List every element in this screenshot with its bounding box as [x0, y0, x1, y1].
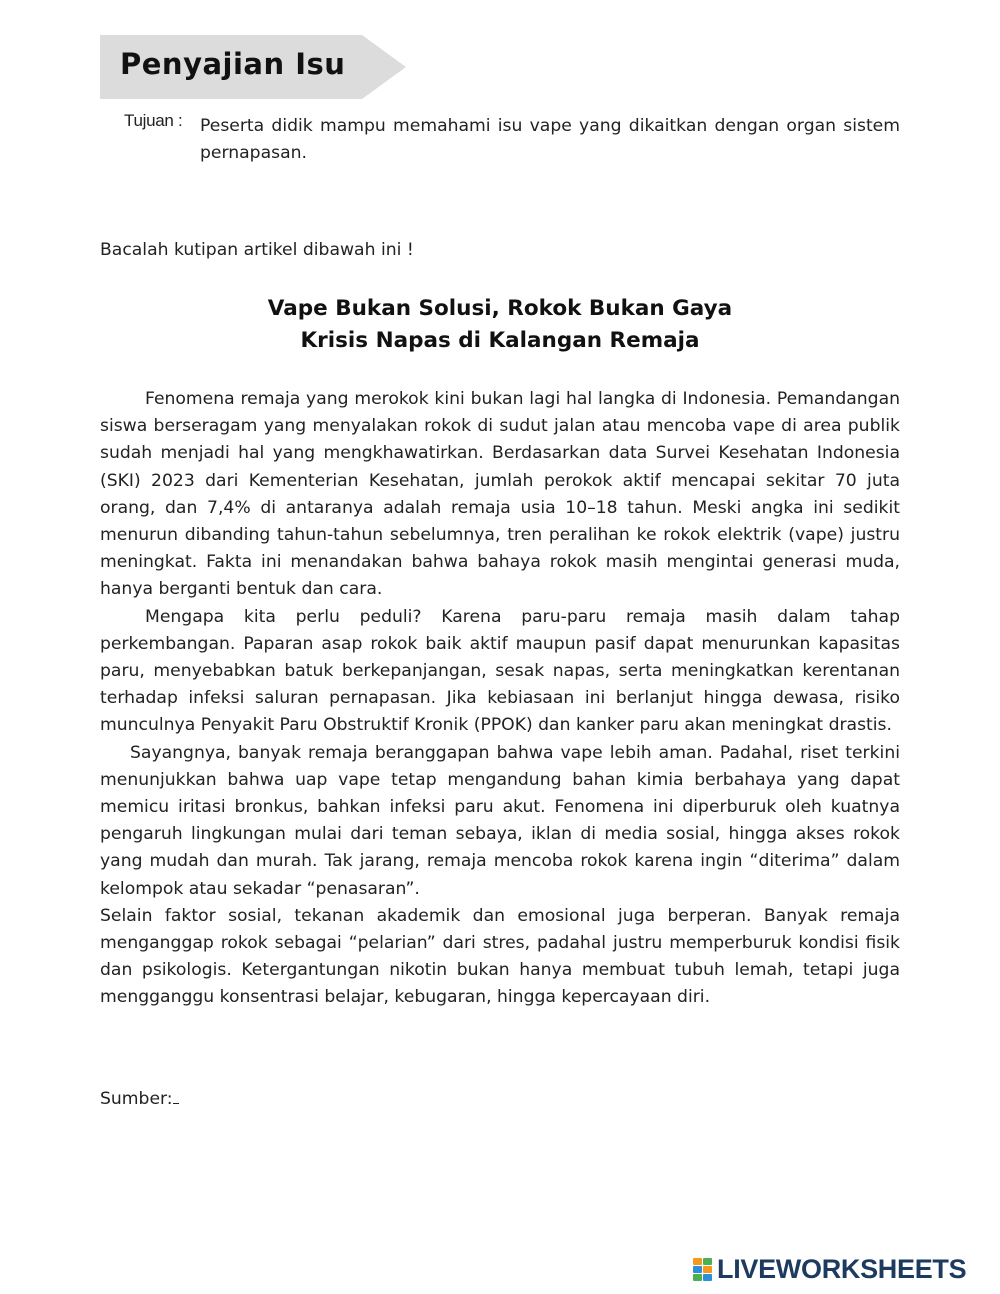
- article-title-line-1: Vape Bukan Solusi, Rokok Bukan Gaya: [267, 296, 733, 321]
- brand-name: LIVEWORKSHEETS: [717, 1254, 967, 1284]
- section-title: Penyajian Isu: [120, 47, 346, 81]
- source-label: Sumber:: [100, 1089, 173, 1109]
- article-paragraph: Sayangnya, banyak remaja beranggapan bahwa vape lebih aman. Padahal, riset terkini menunjukkan bahwa uap vape tetap mengandung bahan kimia berbahaya yang dapat memicu iritasi bronkus, bahkan infeksi paru akut. Fenomena ini diperburuk oleh kuatnya pengaruh lingkungan mulai dari teman sebaya, iklan di media sosial, hingga akses rokok yang mudah dan murah. Tak jarang, remaja mencoba rokok karena ingin “diterima” dalam kelompok atau sekadar “penasaran”.: [100, 742, 900, 899]
- article-body: [100, 386, 900, 1012]
- reading-instruction: Bacalah kutipan artikel dibawah ini !: [100, 240, 414, 260]
- liveworksheets-brand: [693, 1256, 993, 1284]
- source-blank-field: [173, 1087, 179, 1104]
- article-paragraph: Fenomena remaja yang merokok kini bukan lagi hal langka di Indonesia. Pemandangan siswa berseragam yang menyalakan rokok di sudut jalan atau mencoba vape di area publik sudah menjadi hal yang mengkhawatirkan. Berdasarkan data Survei Kesehatan Indonesia (SKI) 2023 dari Kementerian Kesehatan, jumlah perokok aktif mencapai sekitar 70 juta orang, dan 7,4% di antaranya adalah remaja usia 10–18 tahun. Meski angka ini sedikit menurun dibanding tahun-tahun sebelumnya, tren peralihan ke rokok elektrik (vape) justru meningkat. Fakta ini menandakan bahwa bahaya rokok masih mengintai generasi muda, hanya berganti bentuk dan cara.: [100, 389, 900, 600]
- section-banner: [100, 35, 406, 99]
- article-paragraph: Selain faktor sosial, tekanan akademik dan emosional juga berperan. Banyak remaja menganggap rokok sebagai “pelarian” dari stres, padahal justru memperburuk kondisi fisik dan psikologis. Ketergantungan nikotin bukan hanya membuat tubuh lemah, tetapi juga mengganggu konsentrasi belajar, kebugaran, hingga kepercayaan diri.: [100, 905, 900, 1008]
- article-paragraph: Mengapa kita perlu peduli? Karena paru-paru remaja masih dalam tahap perkembangan. Paparan asap rokok baik aktif maupun pasif dapat menurunkan kapasitas paru, menyebabkan batuk berkepanjangan, sesak napas, serta meningkatkan kerentanan terhadap infeksi saluran pernapasan. Jika kebiasaan ini berlanjut hingga dewasa, risiko munculnya Penyakit Paru Obstruktif Kronik (PPOK) dan kanker paru akan meningkat drastis.: [100, 606, 900, 736]
- article-title: [100, 293, 900, 357]
- article-title-line-2: Krisis Napas di Kalangan Remaja: [300, 328, 700, 353]
- objective-text: Peserta didik mampu memahami isu vape yang dikaitkan dengan organ sistem pernapasan.: [200, 116, 900, 163]
- source-line: [100, 1087, 179, 1109]
- liveworksheets-logo-icon: [693, 1258, 713, 1282]
- objective-label: Tujuan :: [124, 111, 183, 130]
